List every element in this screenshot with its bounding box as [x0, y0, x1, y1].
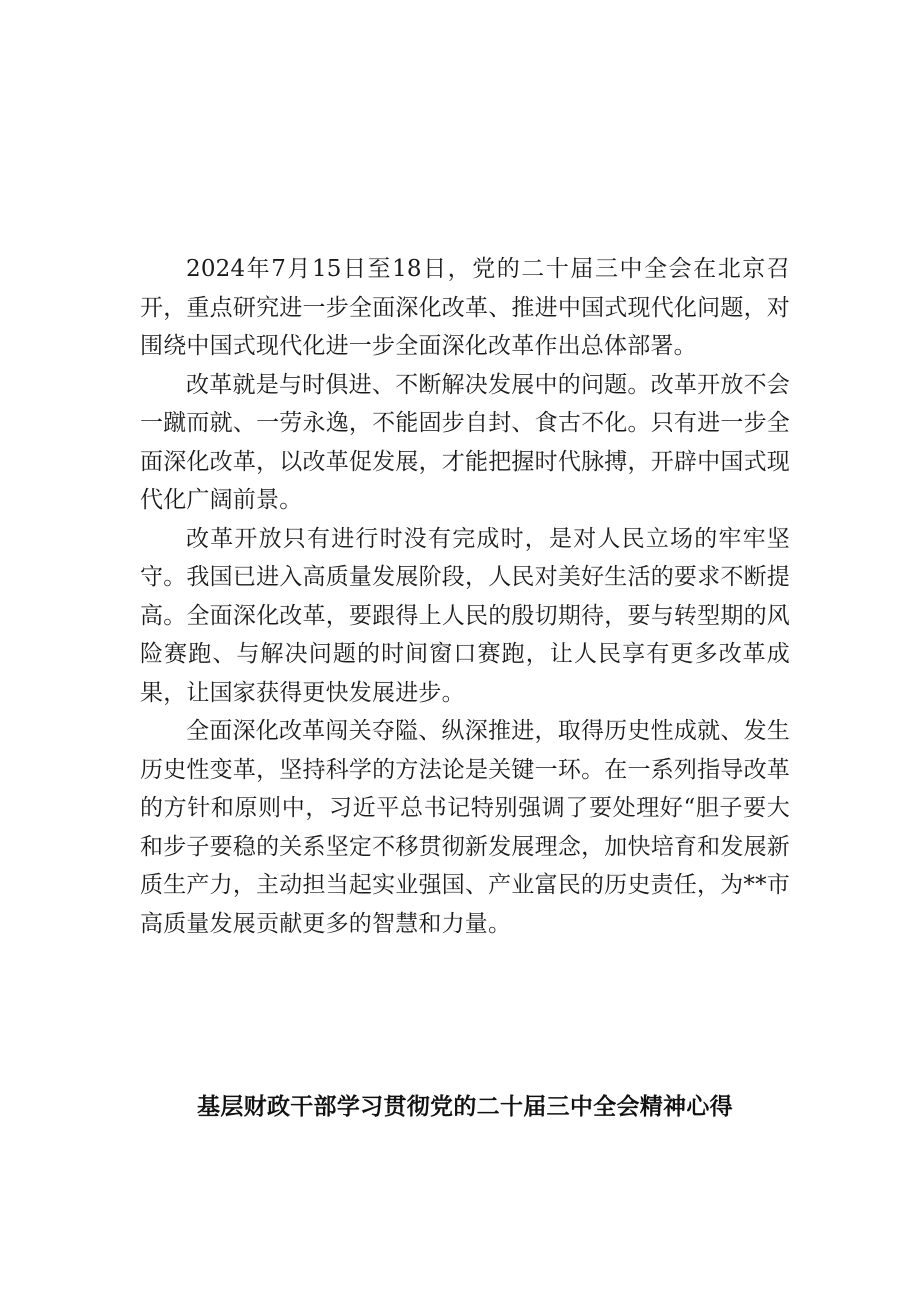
article-body	[140, 250, 790, 943]
paragraph-4: 全面深化改革闯关夺隘、纵深推进，取得历史性成就、发生历史性变革，坚持科学的方法论是关键一环。在一系列指导改革的方针和原则中，习近平总书记特别强调了要处理好“胆子要大和步子要稳的关系坚定不移贯彻新发展理念，加快培育和发展新质生产力，主动担当起实业强国、产业富民的历史责任，为**市高质量发展贡献更多的智慧和力量。	[140, 718, 790, 937]
paragraph-3: 改革开放只有进行时没有完成时，是对人民立场的牢牢坚守。我国已进入高质量发展阶段，人民对美好生活的要求不断提高。全面深化改革，要跟得上人民的殷切期待，要与转型期的风险赛跑、与解决问题的时间窗口赛跑，让人民享有更多改革成果，让国家获得更快发展进步。	[140, 525, 790, 706]
next-article-title: 基层财政干部学习贯彻党的二十届三中全会精神心得	[197, 1094, 733, 1120]
paragraph-1: 2024年7月15日至18日，党的二十届三中全会在北京召开，重点研究进一步全面深化改革、推进中国式现代化问题，对围绕中国式现代化进一步全面深化改革作出总体部署。	[140, 256, 790, 359]
paragraph-2: 改革就是与时俱进、不断解决发展中的问题。改革开放不会一蹴而就、一劳永逸，不能固步自封、食古不化。只有进一步全面深化改革，以改革促发展，才能把握时代脉搏，开辟中国式现代化广阔前景。	[140, 371, 790, 513]
